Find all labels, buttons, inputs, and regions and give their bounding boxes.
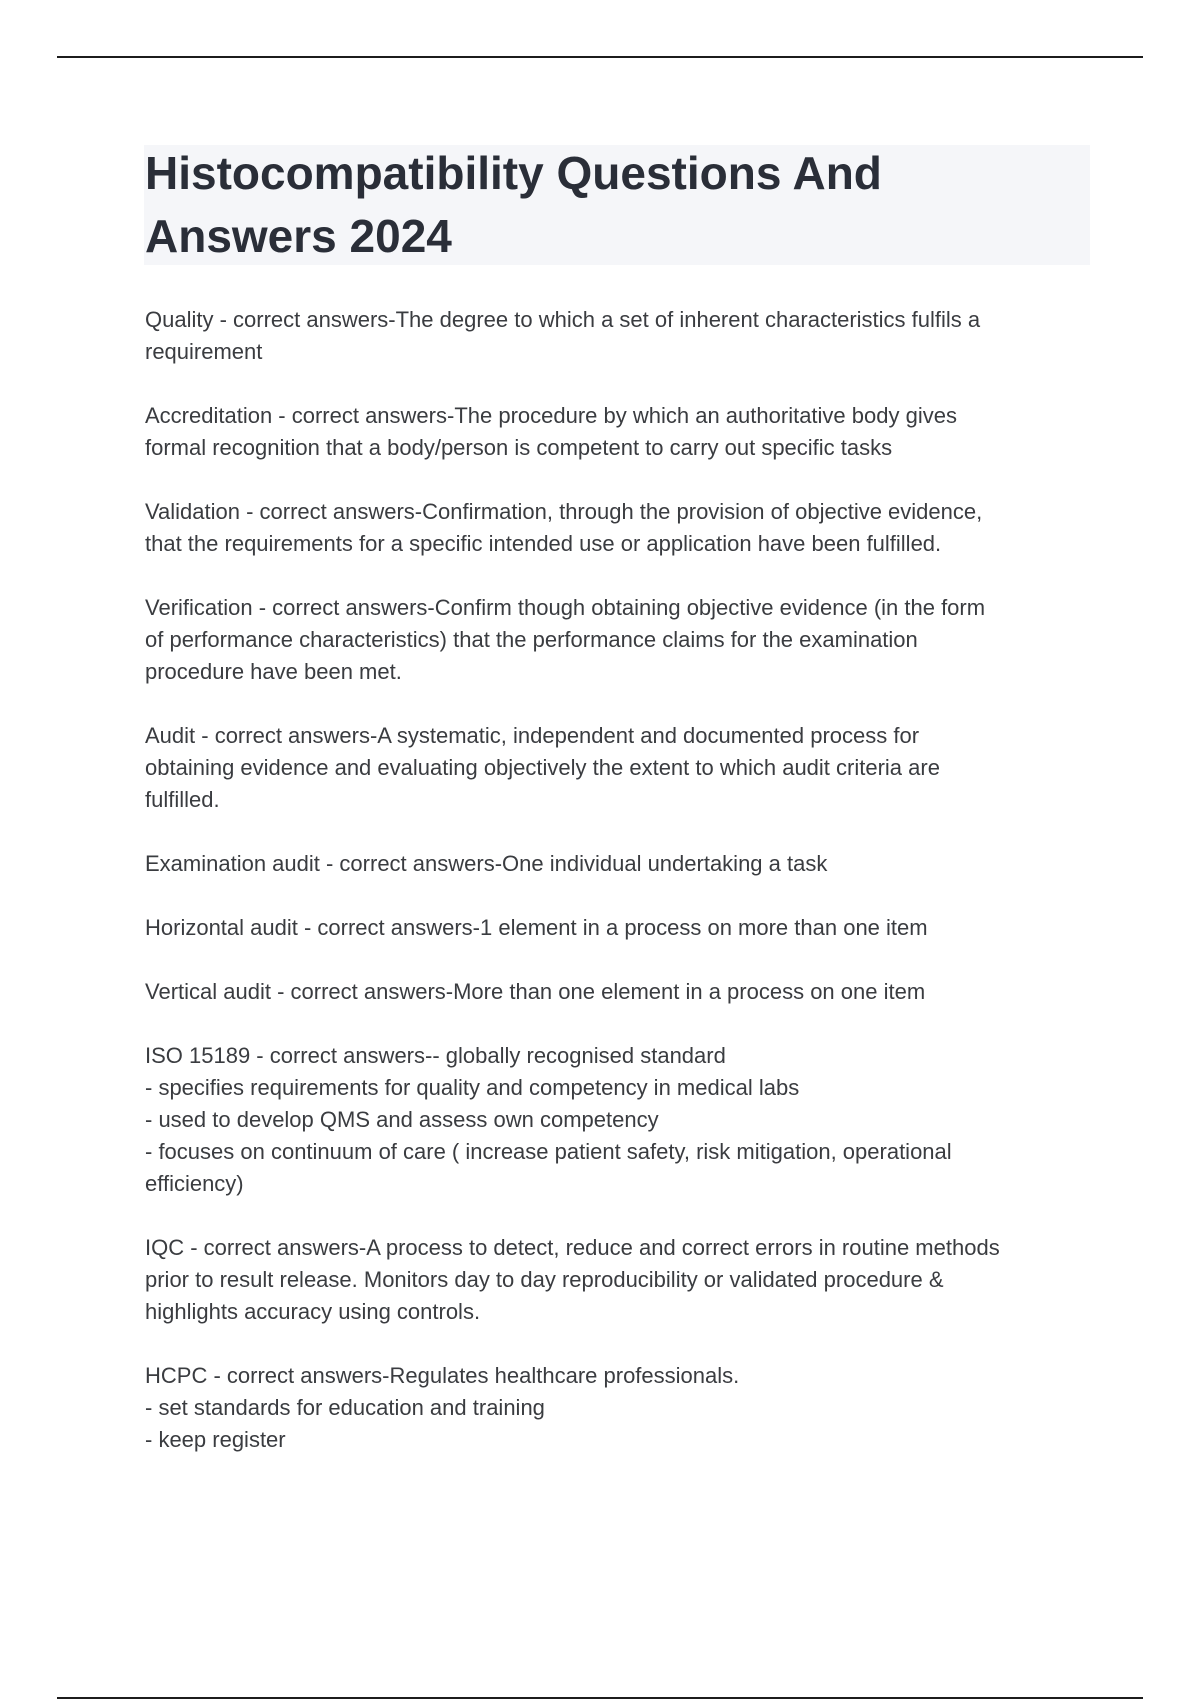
qa-entry-validation	[145, 496, 1095, 560]
entry-line: - set standards for education and training	[145, 1395, 545, 1420]
entry-line: efficiency)	[145, 1171, 244, 1196]
entry-line: fulfilled.	[145, 787, 220, 812]
qa-entry-hcpc	[145, 1360, 1095, 1456]
qa-entry-verification	[145, 592, 1095, 688]
entry-line: prior to result release. Monitors day to day reproducibility or validated procedure &	[145, 1267, 944, 1292]
bottom-rule	[57, 1697, 1143, 1699]
entry-line: obtaining evidence and evaluating objectively the extent to which audit criteria are	[145, 755, 940, 780]
entry-line: formal recognition that a body/person is competent to carry out specific tasks	[145, 435, 893, 460]
qa-entry-iso-15189	[145, 1040, 1095, 1200]
qa-entry-accreditation	[145, 400, 1095, 464]
entry-line: - used to develop QMS and assess own competency	[145, 1107, 659, 1132]
entry-line: that the requirements for a specific intended use or application have been fulfilled.	[145, 531, 942, 556]
qa-entry-quality	[145, 304, 1095, 368]
entry-line: procedure have been met.	[145, 659, 402, 684]
entry-line: Verification - correct answers-Confirm though obtaining objective evidence (in the form	[145, 595, 986, 620]
entry-line: highlights accuracy using controls.	[145, 1299, 481, 1324]
entry-line: Examination audit - correct answers-One individual undertaking a task	[145, 851, 828, 876]
qa-entry-vertical-audit	[145, 976, 1095, 1008]
entry-line: Audit - correct answers-A systematic, independent and documented process for	[145, 723, 920, 748]
entry-line: - focuses on continuum of care ( increase patient safety, risk mitigation, operational	[145, 1139, 952, 1164]
qa-entry-audit	[145, 720, 1095, 816]
qa-entry-examination-audit	[145, 848, 1095, 880]
entry-line: - specifies requirements for quality and competency in medical labs	[145, 1075, 800, 1100]
entry-line: Vertical audit - correct answers-More than one element in a process on one item	[145, 979, 926, 1004]
entry-line: - keep register	[145, 1427, 286, 1452]
qa-entry-iqc	[145, 1232, 1095, 1328]
qa-entry-horizontal-audit	[145, 912, 1095, 944]
entry-line: ISO 15189 - correct answers-- globally recognised standard	[145, 1043, 726, 1068]
entry-line: Validation - correct answers-Confirmation, through the provision of objective evidence,	[145, 499, 983, 524]
page-title	[144, 142, 1090, 268]
entry-line: Horizontal audit - correct answers-1 element in a process on more than one item	[145, 915, 928, 940]
qa-entries	[145, 304, 1095, 1488]
entry-line: of performance characteristics) that the performance claims for the examination	[145, 627, 918, 652]
top-rule	[57, 56, 1143, 58]
page-title-line: Histocompatibility Questions And	[145, 147, 882, 199]
entry-line: requirement	[145, 339, 263, 364]
page-title-line: Answers 2024	[145, 210, 452, 262]
title-block	[144, 145, 1090, 265]
entry-line: Quality - correct answers-The degree to which a set of inherent characteristics fulfils a	[145, 307, 981, 332]
entry-line: IQC - correct answers-A process to detect, reduce and correct errors in routine methods	[145, 1235, 1000, 1260]
entry-line: Accreditation - correct answers-The procedure by which an authoritative body gives	[145, 403, 957, 428]
entry-line: HCPC - correct answers-Regulates healthcare professionals.	[145, 1363, 740, 1388]
